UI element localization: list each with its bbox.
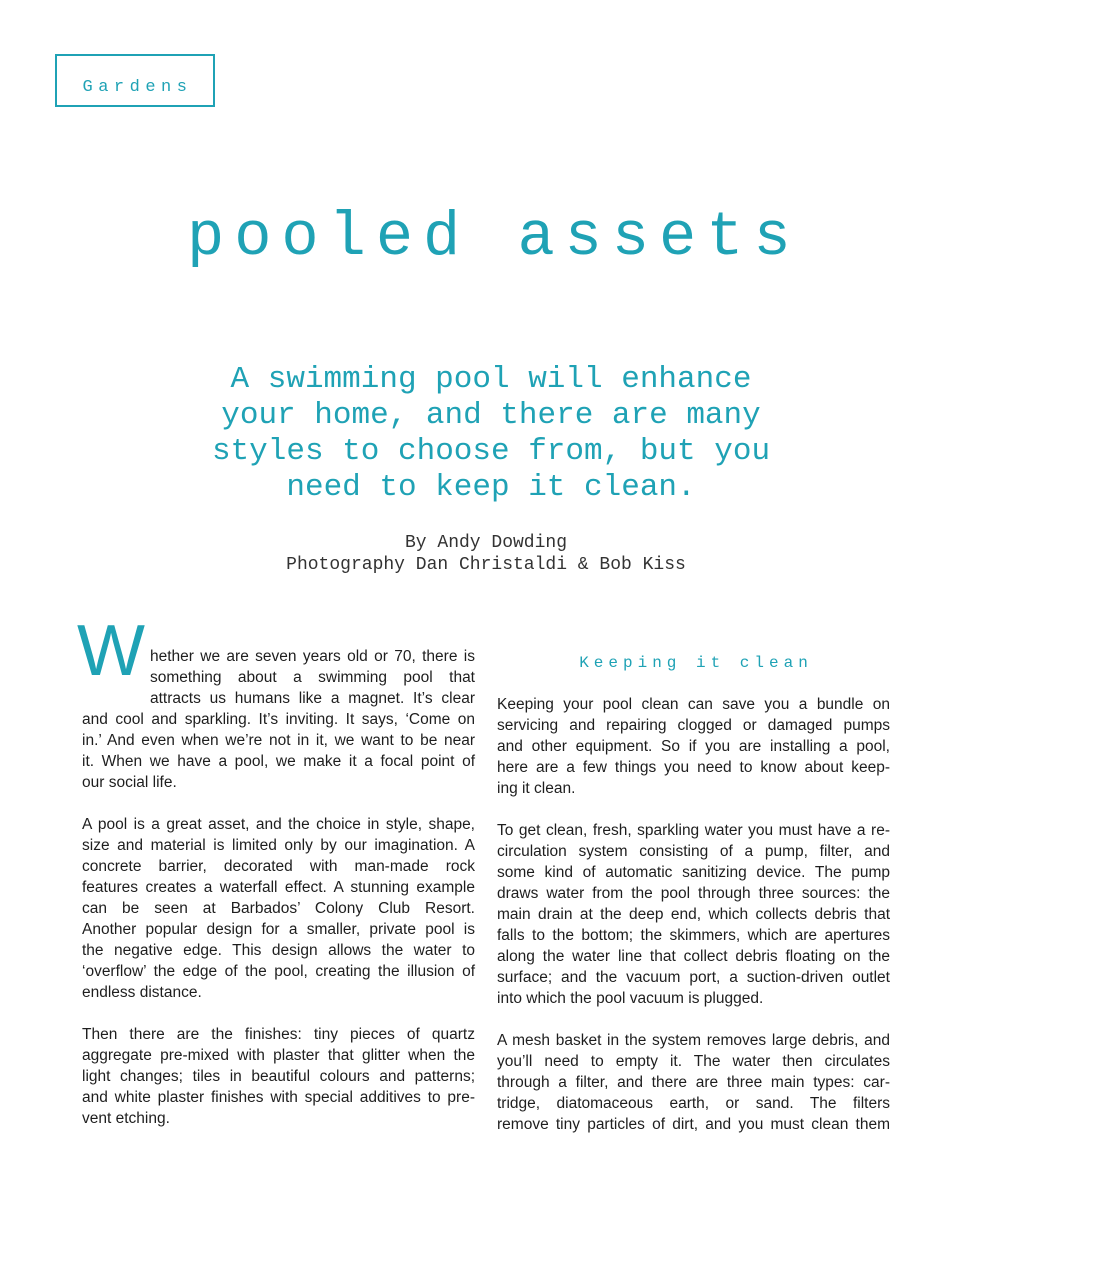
text-line: and other equipment. So if you are installing a pool, [497,738,890,755]
text-line: remove tiny particles of dirt, and you must clean them [497,1116,890,1133]
text-line: through a filter, and there are three main types: car- [497,1074,890,1091]
left-column [77,611,475,1150]
section-label: Gardens [55,54,215,107]
text-line: size and material is limited only by our imagination. A [82,837,475,854]
standfirst-line: styles to choose from, but you [211,434,771,469]
right-column [497,694,890,1156]
text-line: something about a swimming pool that [150,669,475,686]
text-line: hether we are seven years old or 70, there is [150,648,475,665]
text-line: falls to the bottom; the skimmers, which are apertures [497,927,890,944]
text-line: endless distance. [82,984,202,1001]
text-line: servicing and repairing clogged or damaged pumps [497,717,890,734]
text-line: circulation system consisting of a pump, filter, and [497,843,890,860]
text-line: main drain at the deep end, which collects debris that [497,906,890,923]
text-line: it. When we have a pool, we make it a focal point of [82,753,475,770]
text-line: concrete barrier, decorated with man-made rock [82,858,475,875]
text-line: A mesh basket in the system removes large debris, and [497,1032,890,1049]
byline [86,532,886,576]
standfirst-line: your home, and there are many [221,398,761,433]
text-line: our social life. [82,774,177,791]
text-line: vent etching. [82,1110,170,1127]
text-line: some kind of automatic sanitizing device. The pump [497,864,890,881]
paragraph [497,820,890,1009]
text-line: you’ll need to empty it. The water then circulates [497,1053,890,1070]
drop-cap: W [77,611,145,691]
standfirst-line: need to keep it clean. [286,470,696,505]
text-line: Keeping your pool clean can save you a bundle on [497,696,890,713]
text-line: A pool is a great asset, and the choice in style, shape, [82,816,475,833]
byline-author: By Andy Dowding [404,533,568,553]
standfirst [91,362,891,506]
paragraph [497,694,890,799]
paragraph [82,814,475,1003]
text-line: features creates a waterfall effect. A stunning example [82,879,475,896]
text-line: and cool and sparkling. It’s inviting. It says, ‘Come on [82,711,475,728]
text-line: surface; and the vacuum port, a suction-driven outlet [497,969,890,986]
text-line: To get clean, fresh, sparkling water you must have a re- [497,822,890,839]
text-line: draws water from the pool through three sources: the [497,885,890,902]
text-line: tridge, diatomaceous earth, or sand. The filters [497,1095,890,1112]
subheading: Keeping it clean [579,654,813,672]
text-line: attracts us humans like a magnet. It’s clear [150,690,475,707]
text-line: ‘overflow’ the edge of the pool, creating the illusion of [82,963,475,980]
text-line: the negative edge. This design allows the water to [82,942,475,959]
text-line: Another popular design for a smaller, private pool is [82,921,475,938]
byline-photography: Photography Dan Christaldi & Bob Kiss [286,555,686,575]
headline: pooled assets [187,202,801,273]
text-line: into which the pool vacuum is plugged. [497,990,764,1007]
text-line: and white plaster finishes with special additives to pre- [82,1089,475,1106]
text-line: light changes; tiles in beautiful colours and patterns; [82,1068,475,1085]
text-line: in.’ And even when we’re not in it, we want to be near [82,732,475,749]
text-line: Then there are the finishes: tiny pieces of quartz [82,1026,475,1043]
text-line: along the water line that collect debris floating on the [497,948,890,965]
paragraph [497,1030,890,1135]
text-line: ing it clean. [497,780,576,797]
standfirst-line: A swimming pool will enhance [230,362,752,397]
paragraph [82,1024,475,1129]
text-line: aggregate pre-mixed with plaster that glitter when the [82,1047,475,1064]
text-line: can be seen at Barbados’ Colony Club Resort. [82,900,475,917]
text-line: here are a few things you need to know about keep- [497,759,890,776]
